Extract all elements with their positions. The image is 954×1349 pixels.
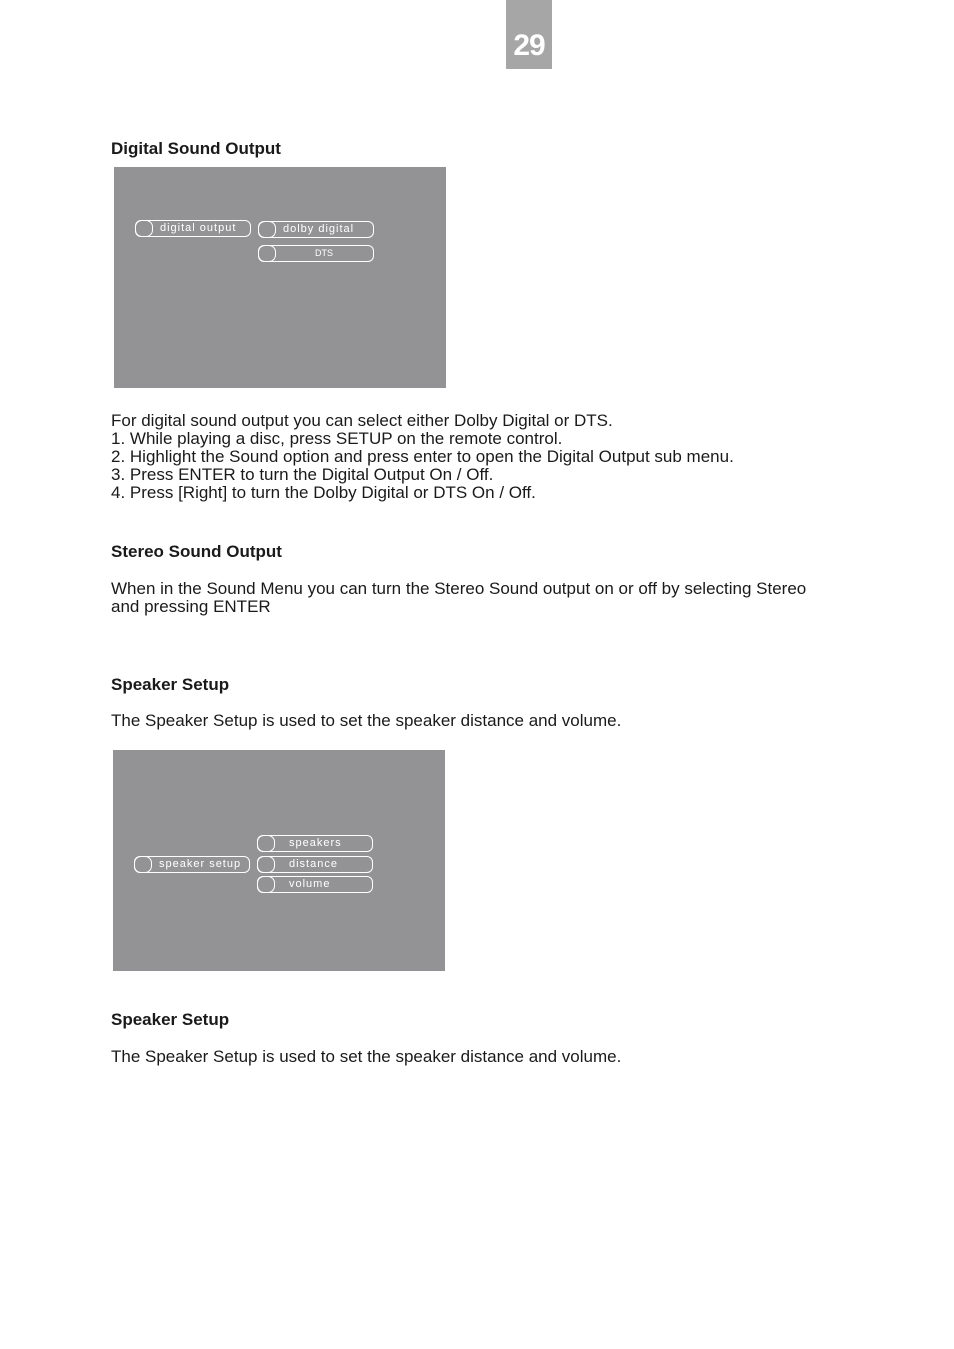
instruction-line: For digital sound output you can select either Dolby Digital or DTS. (111, 411, 613, 430)
menu-knob-icon (257, 835, 275, 852)
menu-item-speakers: speakers (257, 835, 373, 852)
menu-item-digital-output: digital output (135, 220, 251, 237)
menu-item-dts: DTS (258, 245, 374, 262)
menu-knob-icon (257, 856, 275, 873)
digital-output-menu-screen (114, 167, 446, 388)
instruction-line: 1. While playing a disc, press SETUP on the remote control. (111, 429, 563, 448)
speaker-setup-description: The Speaker Setup is used to set the speaker distance and volume. (111, 711, 622, 730)
description-line: and pressing ENTER (111, 597, 271, 616)
menu-item-volume: volume (257, 876, 373, 893)
menu-knob-icon (135, 220, 153, 237)
menu-knob-icon (257, 876, 275, 893)
menu-knob-icon (258, 245, 276, 262)
menu-item-distance: distance (257, 856, 373, 873)
instruction-line: 2. Highlight the Sound option and press enter to open the Digital Output sub menu. (111, 447, 734, 466)
page-number-tab (506, 0, 552, 69)
description-line: When in the Sound Menu you can turn the Stereo Sound output on or off by selecting Stereo (111, 579, 807, 598)
menu-item-speaker-setup: speaker setup (134, 856, 250, 873)
digital-sound-output-heading: Digital Sound Output (111, 139, 281, 158)
speaker-setup-heading-repeat: Speaker Setup (111, 1010, 230, 1029)
digital-sound-instructions (111, 412, 851, 502)
menu-knob-icon (258, 221, 276, 238)
instruction-line: 3. Press ENTER to turn the Digital Output On / Off. (111, 465, 494, 484)
speaker-setup-menu-screen (113, 750, 445, 971)
page-number: 29 (513, 29, 545, 62)
menu-knob-icon (134, 856, 152, 873)
stereo-sound-output-heading: Stereo Sound Output (111, 542, 282, 561)
speaker-setup-heading: Speaker Setup (111, 675, 230, 694)
instruction-line: 4. Press [Right] to turn the Dolby Digital or DTS On / Off. (111, 483, 536, 502)
speaker-setup-description-repeat: The Speaker Setup is used to set the speaker distance and volume. (111, 1047, 622, 1066)
menu-item-dolby-digital: dolby digital (258, 221, 374, 238)
stereo-sound-description (111, 580, 851, 616)
